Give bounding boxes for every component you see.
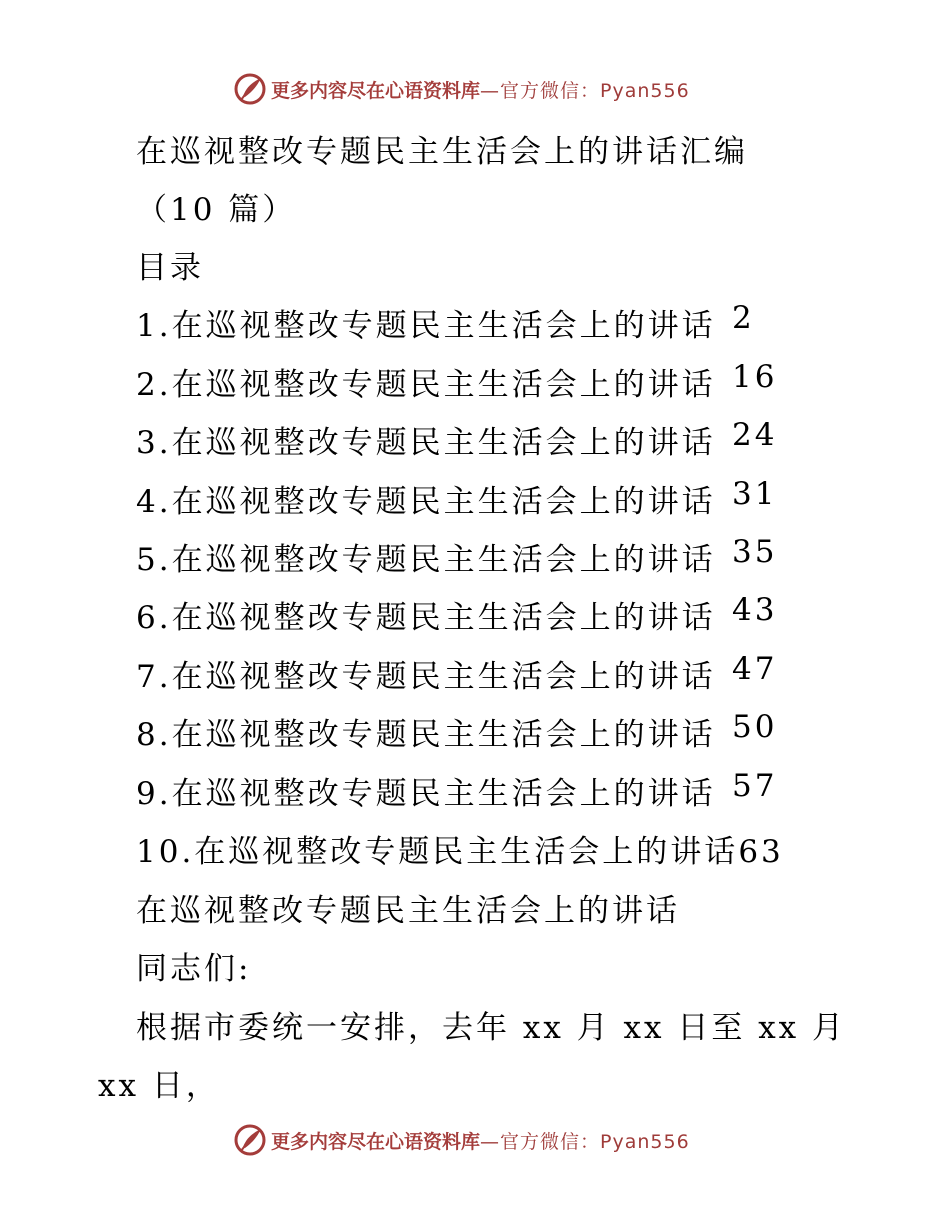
toc-item-label: 4.在巡视整改专题民主生活会上的讲话 [136, 484, 716, 520]
toc-item-label: 2.在巡视整改专题民主生活会上的讲话 [136, 367, 716, 403]
toc-item-label: 10.在巡视整改专题民主生活会上的讲话 [136, 834, 739, 870]
toc-item-page: 16 [732, 359, 778, 395]
toc-item-page: 35 [732, 534, 778, 570]
toc-item-10 [136, 826, 784, 871]
toc-item-page: 63 [738, 834, 784, 870]
toc-item-1 [136, 300, 755, 345]
watermark-wechat-text: —官方微信：Pyan556 [480, 79, 690, 102]
toc-item-8 [136, 709, 778, 754]
watermark-wechat-text: —官方微信：Pyan556 [480, 1130, 690, 1153]
toc-item-5 [136, 534, 778, 579]
toc-item-page: 2 [732, 300, 755, 336]
footer-watermark [233, 1123, 690, 1157]
toc-item-label: 9.在巡视整改专题民主生活会上的讲话 [136, 776, 716, 812]
header-watermark [233, 72, 690, 106]
toc-item-label: 6.在巡视整改专题民主生活会上的讲话 [136, 600, 716, 636]
toc-item-label: 1.在巡视整改专题民主生活会上的讲话 [136, 308, 716, 344]
toc-item-label: 8.在巡视整改专题民主生活会上的讲话 [136, 717, 716, 753]
toc-item-label: 3.在巡视整改专题民主生活会上的讲话 [136, 425, 716, 461]
toc-item-9 [136, 768, 778, 813]
toc-item-7 [136, 651, 778, 696]
toc-item-page: 43 [732, 592, 778, 628]
section-title: 在巡视整改专题民主生活会上的讲话 [136, 893, 680, 929]
toc-item-4 [136, 476, 778, 521]
quill-logo-icon [233, 1123, 267, 1157]
toc-item-3 [136, 417, 778, 462]
toc-heading: 目录 [136, 250, 204, 286]
toc-item-page: 24 [732, 417, 778, 453]
doc-title-line2: （10 篇） [136, 192, 297, 228]
toc-item-label: 7.在巡视整改专题民主生活会上的讲话 [136, 659, 716, 695]
watermark-main-text: 更多内容尽在心语资料库 [271, 79, 481, 102]
toc-item-page: 57 [732, 768, 778, 804]
watermark-main-text: 更多内容尽在心语资料库 [271, 1130, 481, 1153]
toc-item-label: 5.在巡视整改专题民主生活会上的讲话 [136, 542, 716, 578]
quill-logo-icon [233, 72, 267, 106]
body-paragraph-line2: xx 日， [98, 1068, 220, 1104]
body-paragraph-line1: 根据市委统一安排，去年 xx 月 xx 日至 xx 月 [136, 1010, 847, 1046]
toc-item-page: 50 [732, 709, 778, 745]
toc-item-page: 47 [732, 651, 778, 687]
salutation: 同志们: [136, 951, 252, 987]
toc-item-2 [136, 359, 778, 404]
toc-item-6 [136, 592, 778, 637]
toc-item-page: 31 [732, 476, 778, 512]
doc-title-line1: 在巡视整改专题民主生活会上的讲话汇编 [136, 134, 748, 170]
